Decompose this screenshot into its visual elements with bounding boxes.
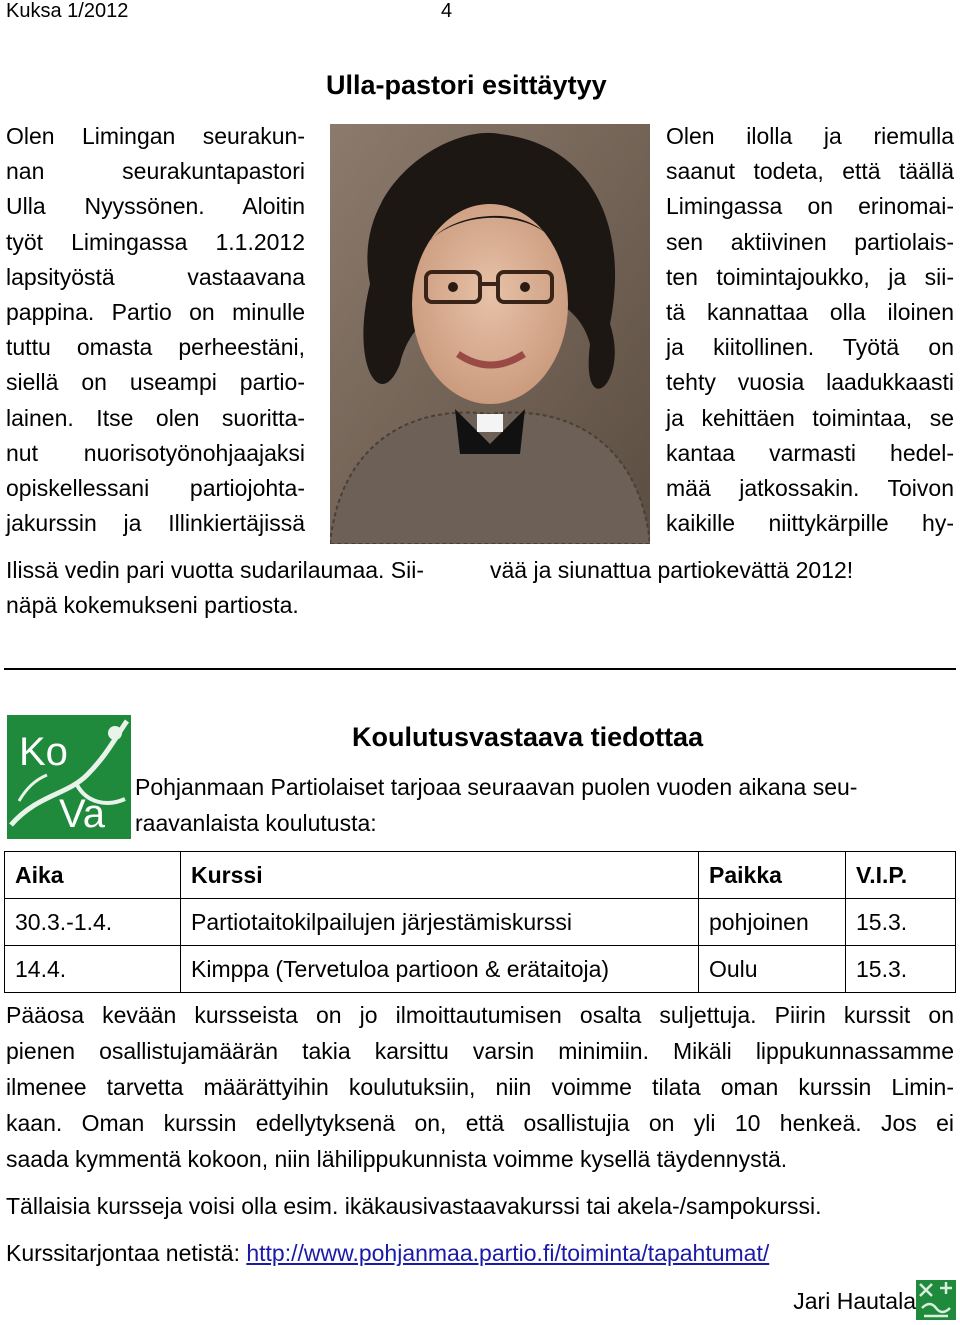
para-line: Pääosa kevään kursseista on jo ilmoittautumisen osalta suljettuja. Piirin kurssit on [6, 1002, 954, 1028]
course-table [4, 851, 956, 993]
right-col-line: kantaa varmasti hedel- [666, 439, 954, 466]
portrait-illustration [330, 124, 650, 544]
right-col-line: saanut todeta, että täällä [666, 158, 954, 185]
left-col-line: nut nuorisotyönohjaajaksi [6, 439, 305, 466]
header-vip: V.I.P. [846, 852, 956, 899]
para-line: pienen osallistujamäärän takia karsittu varsin minimiin. Mikäli lippukunnassamme [6, 1038, 954, 1064]
cell-vip: 15.3. [846, 946, 956, 993]
ornament-pattern [916, 1280, 956, 1320]
left-col-line: siellä on useampi partio- [6, 369, 305, 396]
header-paikka: Paikka [699, 852, 846, 899]
para-line: kaan. Oman kurssin edellytyksenä on, että osallistujia on yli 10 henkeä. Jos ei [6, 1110, 954, 1136]
left-tail-line-2: näpä kokemukseni partiosta. [6, 592, 299, 618]
left-col-line: lapsityöstä vastaavana [6, 263, 305, 290]
signature: Jari Hautala [793, 1288, 916, 1314]
cell-aika: 30.3.-1.4. [5, 899, 181, 946]
logo-text-va: Va [59, 792, 105, 836]
paragraph-courses-info [6, 997, 954, 1177]
paragraph-course-examples: Tällaisia kursseja voisi olla esim. ikäkausivastaavakurssi tai akela-/sampokurssi. [6, 1193, 822, 1219]
ornament-graphic [916, 1280, 956, 1320]
right-col-line: Olen ilolla ja riemulla [666, 123, 954, 149]
section-title: Koulutusvastaava tiedottaa [352, 722, 704, 752]
events-link[interactable]: http://www.pohjanmaa.partio.fi/toiminta/tapahtumat/ [246, 1240, 770, 1266]
kova-logo [7, 715, 131, 839]
left-col-line: tuttu omasta perheestäni, [6, 334, 305, 361]
left-col-line: lainen. Itse olen suoritta- [6, 404, 305, 431]
para-line: ilmenee tarvetta määrättyihin koulutuksiin, niin voimme tilata oman kurssin Limin- [6, 1074, 954, 1100]
right-col-line: ten toimintajoukko, ja sii- [666, 263, 954, 290]
right-col-line: tä kannattaa olla iloinen [666, 299, 954, 325]
logo-text-ko: Ko [19, 730, 68, 774]
link-label: Kurssitarjontaa netistä: [6, 1240, 240, 1266]
cell-paikka: Oulu [699, 946, 846, 993]
right-col-line: sen aktiivinen partiolais- [666, 228, 954, 255]
left-col-line: Olen Limingan seurakun- [6, 123, 305, 149]
cell-vip: 15.3. [846, 899, 956, 946]
right-col-line: mää jatkossakin. Toivon [666, 475, 954, 501]
left-col-line: pappina. Partio on minulle [6, 299, 305, 325]
table-header-row [5, 852, 956, 899]
link-line [6, 1235, 954, 1271]
section-divider [4, 668, 956, 670]
right-col-line: kaikille niittykärpille hy- [666, 510, 954, 537]
header-aika: Aika [5, 852, 181, 899]
cell-kurssi: Partiotaitokilpailujen järjestämiskurssi [181, 899, 699, 946]
left-col-line: työt Limingassa 1.1.2012 [6, 228, 305, 255]
left-col-line: Ulla Nyyssönen. Aloitin [6, 193, 305, 220]
right-col-line: tehty vuosia laadukkaasti [666, 369, 954, 396]
left-col-line: nan seurakuntapastori [6, 158, 305, 185]
header-kurssi: Kurssi [181, 852, 699, 899]
kova-logo-graphic [7, 715, 131, 839]
left-tail-line-1: Ilissä vedin pari vuotta sudarilaumaa. Sii- [6, 557, 425, 583]
intro-line-1: Pohjanmaan Partiolaiset tarjoaa seuraavan puolen vuoden aikana seu- [135, 774, 858, 800]
portrait-photo [330, 124, 650, 544]
table-row [5, 899, 956, 946]
cell-kurssi: Kimppa (Tervetuloa partioon & erätaitoja) [181, 946, 699, 993]
cell-aika: 14.4. [5, 946, 181, 993]
para-line: saada kymmentä kokoon, niin lähilippukunnista voimme kysellä täydennystä. [6, 1146, 788, 1172]
table-row [5, 946, 956, 993]
issue-label: Kuksa 1/2012 [6, 0, 129, 22]
page-number: 4 [441, 0, 453, 22]
article-title: Ulla-pastori esittäytyy [326, 70, 607, 100]
left-col-line: jakurssin ja Illinkiertäjissä [6, 510, 305, 537]
right-col-line: Limingassa on erinomai- [666, 193, 954, 220]
right-col-line: ja kehittäen toimintaa, se [666, 404, 954, 431]
right-tail-line: vää ja siunattua partiokevättä 2012! [490, 557, 854, 583]
intro-line-2: raavanlaista koulutusta: [135, 810, 377, 836]
cell-paikka: pohjoinen [699, 899, 846, 946]
left-col-line: opiskellessani partiojohta- [6, 475, 305, 501]
right-col-line: ja kiitollinen. Työtä on [666, 334, 954, 361]
